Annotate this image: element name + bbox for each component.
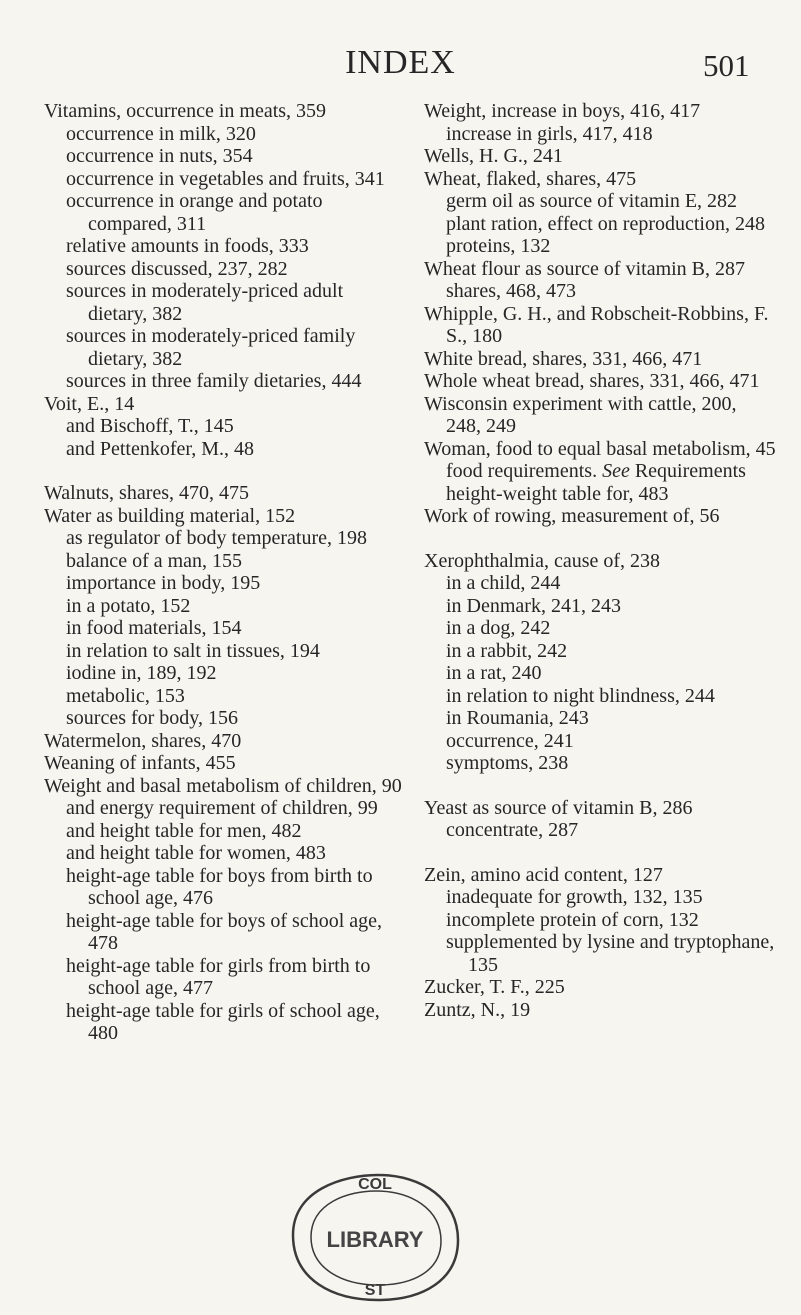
index-subentry (66, 955, 402, 1000)
entry-text: inadequate for growth, 132, 135 (446, 886, 703, 908)
index-subentry (446, 819, 776, 842)
entry-text: and Pettenkofer, M., 48 (66, 437, 255, 460)
entry-text: height-age table for girls from birth to school age, 477 (66, 954, 371, 999)
entry-text: plant ration, effect on reproduction, 248 (446, 212, 765, 235)
index-subentry (66, 145, 402, 168)
entry-text: sources in moderately-priced family dietary, 382 (66, 325, 356, 370)
index-entry (44, 730, 402, 753)
index-subentry (66, 550, 402, 573)
index-entry (424, 976, 776, 999)
entry-text: relative amounts in foods, 333 (66, 235, 309, 257)
entry-text: Watermelon, shares, 470 (44, 729, 242, 752)
entry-text: Wheat flour as source of vitamin B, 287 (424, 257, 746, 280)
entry-text: and energy requirement of children, 99 (66, 797, 378, 819)
index-subentry (446, 931, 776, 976)
page-title: INDEX (345, 44, 456, 81)
entry-text: Work of rowing, measurement of, 56 (424, 505, 720, 527)
entry-text: in a rat, 240 (446, 662, 542, 684)
index-entry (424, 100, 776, 123)
entry-text: occurrence in nuts, 354 (66, 145, 253, 167)
index-subentry (446, 235, 776, 258)
index-entry (424, 168, 776, 191)
entry-text: Water as building material, 152 (44, 504, 296, 527)
index-subentry (66, 415, 402, 438)
index-subentry (66, 280, 402, 325)
index-subentry (66, 235, 402, 258)
entry-text: in a child, 244 (446, 572, 561, 594)
index-entry (424, 145, 776, 168)
index-column-left (44, 100, 402, 1045)
entry-text: Xerophthalmia, cause of, 238 (424, 549, 661, 572)
entry-text: in relation to salt in tissues, 194 (66, 639, 320, 662)
index-subentry (446, 617, 776, 640)
index-subentry (66, 910, 402, 955)
index-subentry (66, 168, 402, 191)
index-entry (424, 999, 776, 1022)
index-entry (44, 482, 402, 505)
entry-text: in relation to night blindness, 244 (446, 684, 715, 707)
index-entry (424, 797, 776, 820)
index-subentry (66, 797, 402, 820)
index-subentry (446, 572, 776, 595)
entry-text: sources discussed, 237, 282 (66, 257, 288, 280)
entry-text: sources in three family dietaries, 444 (66, 370, 362, 392)
stamp-top-text: COL (358, 1176, 392, 1193)
index-subentry (66, 685, 402, 708)
index-subentry (446, 280, 776, 303)
index-entry (44, 775, 402, 798)
entry-text: food requirements. (446, 460, 598, 482)
entry-text: as regulator of body temperature, 198 (66, 527, 368, 549)
entry-text: in Denmark, 241, 243 (446, 594, 621, 617)
entry-text: metabolic, 153 (66, 684, 185, 707)
entry-text: occurrence in orange and potato compared, 311 (66, 190, 323, 235)
index-subentry (66, 325, 402, 370)
page-number: 501 (703, 48, 750, 83)
entry-text: Zein, amino acid content, 127 (424, 863, 663, 886)
entry-text: sources for body, 156 (66, 707, 239, 729)
entry-text: height-weight table for, 483 (446, 482, 669, 505)
index-subentry (446, 707, 776, 730)
index-entry (44, 393, 402, 416)
index-subentry (66, 123, 402, 146)
index-entry (424, 550, 776, 573)
entry-text: Whipple, G. H., and Robscheit-Robbins, F. S., 180 (424, 302, 769, 347)
entry-text: in a rabbit, 242 (446, 639, 568, 662)
stamp-bottom-text: ST (364, 1282, 386, 1299)
entry-text: germ oil as source of vitamin E, 282 (446, 190, 738, 212)
index-subentry (66, 865, 402, 910)
index-subentry (446, 886, 776, 909)
entry-text: Woman, food to equal basal metabolism, 45 (424, 437, 776, 460)
entry-text: height-age table for boys from birth to school age, 476 (66, 864, 373, 909)
entry-text: incomplete protein of corn, 132 (446, 908, 699, 931)
index-subentry (66, 662, 402, 685)
entry-text: Weight, increase in boys, 416, 417 (424, 100, 701, 122)
index-subentry (66, 842, 402, 865)
index-subentry (446, 483, 776, 506)
entry-text: Weight and basal metabolism of children, 90 (44, 774, 402, 797)
entry-text: and height table for women, 483 (66, 842, 326, 864)
index-subentry (66, 707, 402, 730)
index-column-right (424, 100, 776, 1021)
index-subentry (66, 438, 402, 461)
index-subentry (446, 213, 776, 236)
index-subentry (66, 640, 402, 663)
index-subentry (446, 685, 776, 708)
index-entry (424, 348, 776, 371)
entry-text: Wisconsin experiment with cattle, 200, 248, 249 (424, 392, 737, 437)
entry-text: balance of a man, 155 (66, 549, 243, 572)
index-subentry (446, 190, 776, 213)
see-reference: See (602, 460, 630, 482)
index-entry (424, 864, 776, 887)
entry-text: in a potato, 152 (66, 594, 191, 617)
entry-text: Zucker, T. F., 225 (424, 976, 565, 998)
entry-text: occurrence, 241 (446, 729, 574, 752)
index-entry (424, 370, 776, 393)
entry-text: Voit, E., 14 (44, 392, 135, 415)
entry-text: increase in girls, 417, 418 (446, 122, 653, 145)
entry-text: supplemented by lysine and tryptophane, 135 (446, 931, 775, 976)
entry-text: sources in moderately-priced adult dietary, 382 (66, 280, 344, 325)
entry-text: Yeast as source of vitamin B, 286 (424, 796, 693, 819)
entry-text: proteins, 132 (446, 235, 551, 257)
entry-text: Walnuts, shares, 470, 475 (44, 482, 250, 504)
entry-text: Zuntz, N., 19 (424, 998, 531, 1021)
entry-text: importance in body, 195 (66, 572, 261, 594)
index-subentry (66, 527, 402, 550)
index-entry (424, 438, 776, 461)
index-subentry (66, 820, 402, 843)
entry-text: height-age table for boys of school age, 478 (66, 909, 383, 954)
entry-text: Wells, H. G., 241 (424, 145, 563, 167)
index-subentry (66, 190, 402, 235)
index-entry (424, 505, 776, 528)
see-target: Requirements (629, 460, 746, 482)
index-subentry (446, 752, 776, 775)
library-stamp (263, 1165, 483, 1310)
entry-text: shares, 468, 473 (446, 280, 576, 302)
index-subentry (66, 595, 402, 618)
entry-text: concentrate, 287 (446, 819, 579, 841)
index-subentry (446, 595, 776, 618)
index-entry (424, 393, 776, 438)
index-entry (424, 258, 776, 281)
index-subentry (66, 572, 402, 595)
index-subentry (446, 123, 776, 146)
index-subentry (446, 730, 776, 753)
entry-text: symptoms, 238 (446, 752, 569, 774)
entry-text: White bread, shares, 331, 466, 471 (424, 347, 703, 370)
entry-text: Vitamins, occurrence in meats, 359 (44, 100, 327, 122)
entry-text: occurrence in milk, 320 (66, 122, 256, 145)
stamp-center-text: LIBRARY (326, 1227, 424, 1252)
entry-text: and Bischoff, T., 145 (66, 415, 234, 437)
entry-text: Wheat, flaked, shares, 475 (424, 167, 637, 190)
entry-text: and height table for men, 482 (66, 819, 302, 842)
entry-text: occurrence in vegetables and fruits, 341 (66, 167, 385, 190)
entry-text: height-age table for girls of school age, 480 (66, 999, 380, 1044)
index-subentry (66, 617, 402, 640)
entry-text: in Roumania, 243 (446, 707, 589, 729)
index-entry (44, 505, 402, 528)
index-entry (44, 100, 402, 123)
entry-text: Whole wheat bread, shares, 331, 466, 471 (424, 370, 760, 392)
index-entry (424, 303, 776, 348)
entry-text: iodine in, 189, 192 (66, 662, 217, 684)
entry-text: in a dog, 242 (446, 617, 551, 639)
index-subentry (446, 640, 776, 663)
index-subentry (446, 460, 776, 483)
index-subentry (66, 370, 402, 393)
index-entry (44, 752, 402, 775)
index-subentry (66, 1000, 402, 1045)
index-subentry (66, 258, 402, 281)
entry-text: in food materials, 154 (66, 617, 242, 639)
index-subentry (446, 662, 776, 685)
index-subentry (446, 909, 776, 932)
entry-text: Weaning of infants, 455 (44, 752, 236, 774)
